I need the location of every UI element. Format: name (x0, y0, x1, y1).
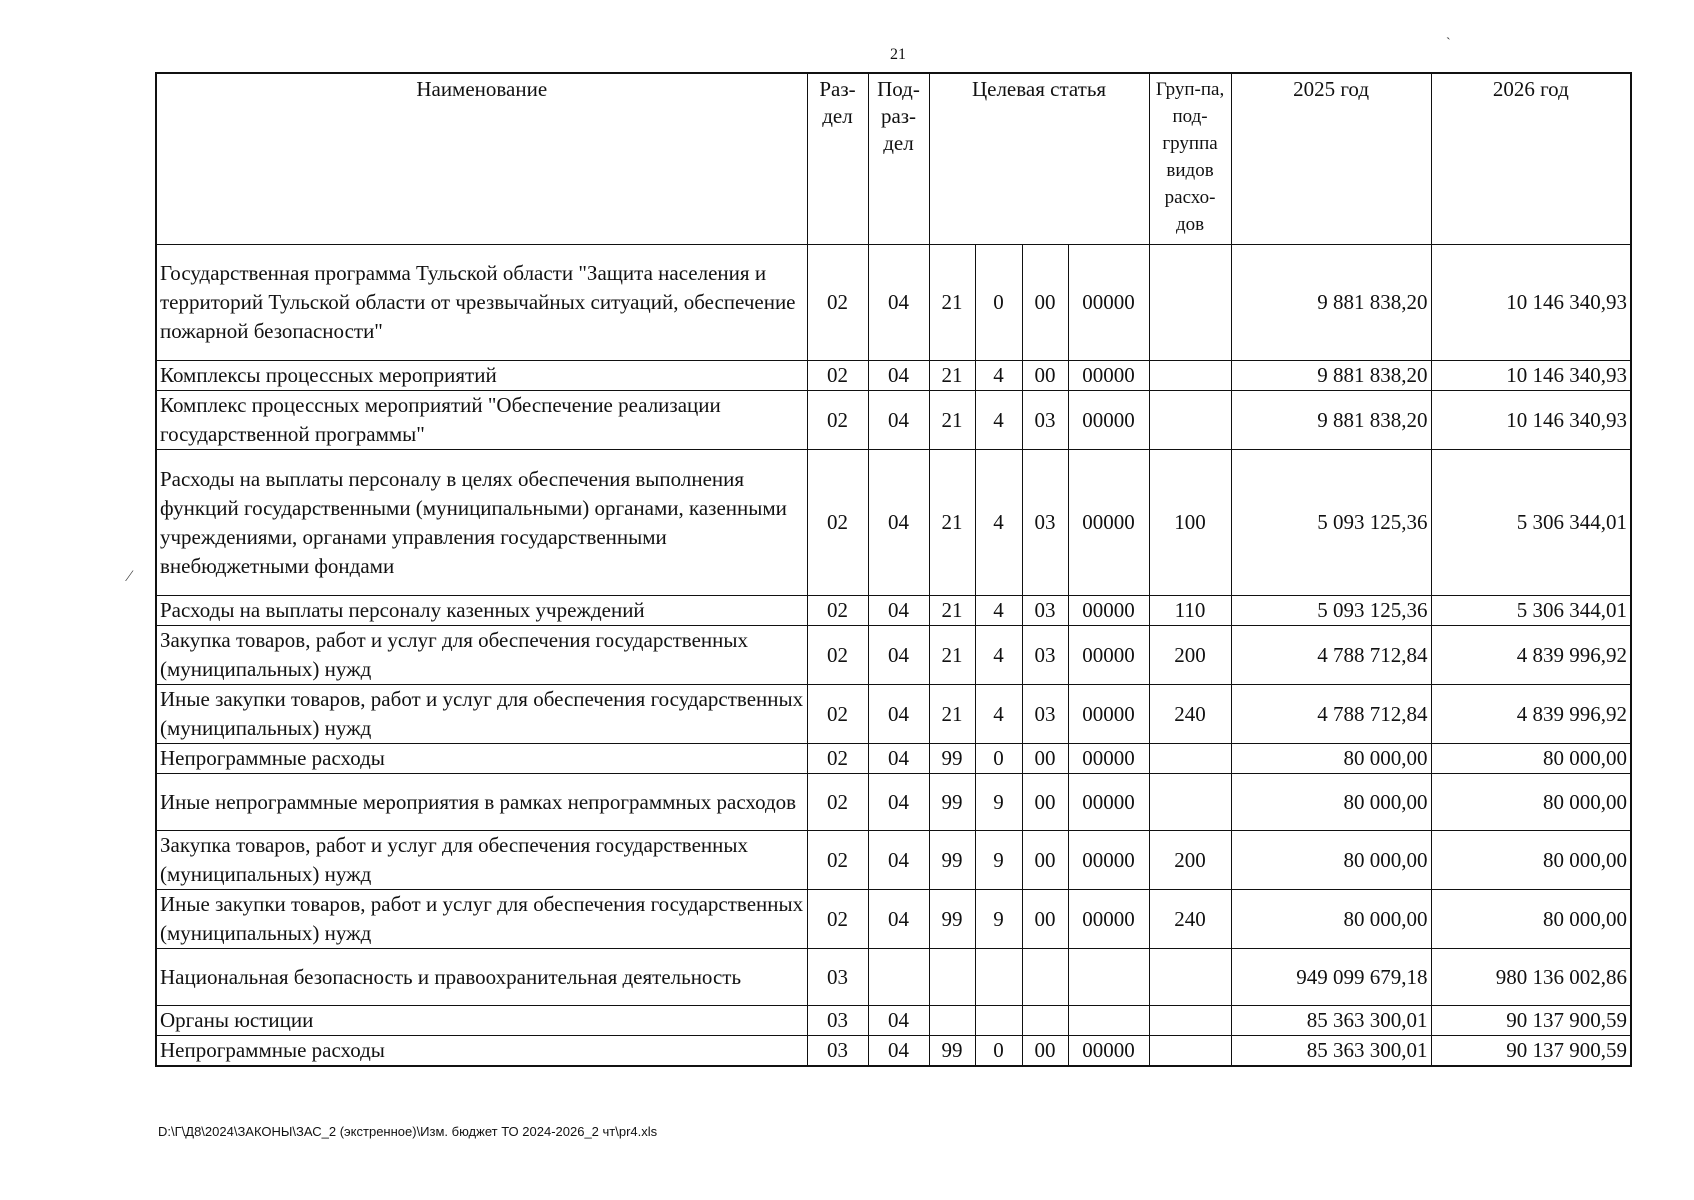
row-name: Закупка товаров, работ и услуг для обеспечения государственных (муниципальных) нужд (156, 626, 807, 685)
row-amount-2025: 80 000,00 (1231, 774, 1431, 831)
row-expense-group: 200 (1149, 831, 1231, 890)
row-amount-2026: 10 146 340,93 (1431, 361, 1631, 391)
row-target-type: 4 (975, 450, 1022, 596)
row-target-complex (1022, 949, 1068, 1006)
row-amount-2026: 980 136 002,86 (1431, 949, 1631, 1006)
table-row (156, 450, 1631, 596)
table-row (156, 774, 1631, 831)
table-row (156, 245, 1631, 361)
row-expense-group (1149, 744, 1231, 774)
row-expense-group (1149, 391, 1231, 450)
row-amount-2025: 80 000,00 (1231, 890, 1431, 949)
row-podrazdel: 04 (868, 1036, 929, 1067)
row-podrazdel: 04 (868, 831, 929, 890)
row-target-program: 21 (929, 626, 975, 685)
row-target-direction: 00000 (1068, 596, 1149, 626)
table-row (156, 949, 1631, 1006)
row-name: Комплекс процессных мероприятий "Обеспечение реализации государственной программы" (156, 391, 807, 450)
row-amount-2025: 949 099 679,18 (1231, 949, 1431, 1006)
row-razdel: 02 (807, 245, 868, 361)
row-target-complex: 03 (1022, 685, 1068, 744)
row-target-complex: 03 (1022, 391, 1068, 450)
stray-mark-left: ⁄ (128, 568, 131, 585)
row-razdel: 02 (807, 774, 868, 831)
header-2026: 2026 год (1431, 73, 1631, 245)
header-podrazdel: Под-раз-дел (868, 73, 929, 245)
row-razdel: 02 (807, 450, 868, 596)
row-target-complex: 03 (1022, 596, 1068, 626)
row-expense-group (1149, 361, 1231, 391)
row-target-type: 4 (975, 685, 1022, 744)
row-razdel: 02 (807, 890, 868, 949)
row-amount-2026: 90 137 900,59 (1431, 1006, 1631, 1036)
row-name: Государственная программа Тульской области "Защита населения и территорий Тульской области от чрезвычайных ситуаций, обеспечение пожарной безопасности" (156, 245, 807, 361)
row-target-program: 21 (929, 596, 975, 626)
row-razdel: 02 (807, 744, 868, 774)
file-path-footer: D:\Г\Д8\2024\ЗАКОНЫ\ЗАС_2 (экстренное)\Изм. бюджет ТО 2024-2026_2 чт\pr4.xls (158, 1124, 658, 1139)
row-razdel: 02 (807, 391, 868, 450)
row-target-program (929, 949, 975, 1006)
row-amount-2026: 80 000,00 (1431, 831, 1631, 890)
row-target-complex: 00 (1022, 361, 1068, 391)
row-target-program: 21 (929, 361, 975, 391)
row-target-direction: 00000 (1068, 774, 1149, 831)
table-row (156, 626, 1631, 685)
row-name: Иные закупки товаров, работ и услуг для обеспечения государственных (муниципальных) нужд (156, 685, 807, 744)
row-target-direction (1068, 1006, 1149, 1036)
row-target-type: 0 (975, 245, 1022, 361)
row-podrazdel (868, 949, 929, 1006)
budget-table (155, 72, 1632, 1067)
row-name: Комплексы процессных мероприятий (156, 361, 807, 391)
row-name: Национальная безопасность и правоохранительная деятельность (156, 949, 807, 1006)
row-amount-2025: 5 093 125,36 (1231, 596, 1431, 626)
row-expense-group (1149, 245, 1231, 361)
table-row (156, 685, 1631, 744)
row-name: Органы юстиции (156, 1006, 807, 1036)
row-expense-group: 200 (1149, 626, 1231, 685)
row-podrazdel: 04 (868, 450, 929, 596)
row-expense-group (1149, 1006, 1231, 1036)
row-target-direction: 00000 (1068, 1036, 1149, 1067)
table-row (156, 391, 1631, 450)
row-target-direction: 00000 (1068, 831, 1149, 890)
row-amount-2026: 10 146 340,93 (1431, 391, 1631, 450)
row-target-direction: 00000 (1068, 744, 1149, 774)
row-target-program: 21 (929, 391, 975, 450)
row-razdel: 02 (807, 831, 868, 890)
row-razdel: 02 (807, 361, 868, 391)
row-target-program: 99 (929, 831, 975, 890)
row-target-program: 99 (929, 890, 975, 949)
row-podrazdel: 04 (868, 361, 929, 391)
header-2025: 2025 год (1231, 73, 1431, 245)
row-name: Непрограммные расходы (156, 744, 807, 774)
row-amount-2026: 5 306 344,01 (1431, 596, 1631, 626)
row-target-complex: 00 (1022, 1036, 1068, 1067)
row-target-type (975, 1006, 1022, 1036)
row-target-complex (1022, 1006, 1068, 1036)
row-razdel: 03 (807, 949, 868, 1006)
row-podrazdel: 04 (868, 596, 929, 626)
row-target-complex: 00 (1022, 744, 1068, 774)
row-amount-2025: 4 788 712,84 (1231, 685, 1431, 744)
row-target-direction: 00000 (1068, 361, 1149, 391)
row-target-type: 9 (975, 774, 1022, 831)
row-podrazdel: 04 (868, 744, 929, 774)
row-target-type: 4 (975, 391, 1022, 450)
row-expense-group: 240 (1149, 685, 1231, 744)
row-name: Закупка товаров, работ и услуг для обеспечения государственных (муниципальных) нужд (156, 831, 807, 890)
table-row (156, 831, 1631, 890)
row-podrazdel: 04 (868, 890, 929, 949)
row-target-direction: 00000 (1068, 391, 1149, 450)
row-target-program: 99 (929, 774, 975, 831)
row-target-complex: 03 (1022, 450, 1068, 596)
row-target-type: 9 (975, 890, 1022, 949)
row-target-type: 0 (975, 1036, 1022, 1067)
table-row (156, 744, 1631, 774)
row-razdel: 02 (807, 626, 868, 685)
row-target-type: 9 (975, 831, 1022, 890)
row-name: Расходы на выплаты персоналу казенных учреждений (156, 596, 807, 626)
row-amount-2026: 80 000,00 (1431, 774, 1631, 831)
row-amount-2026: 90 137 900,59 (1431, 1036, 1631, 1067)
header-expense-group: Груп-па, под-группа видов расхо-дов (1149, 73, 1231, 245)
row-amount-2025: 5 093 125,36 (1231, 450, 1431, 596)
row-expense-group (1149, 949, 1231, 1006)
row-name: Иные непрограммные мероприятия в рамках непрограммных расходов (156, 774, 807, 831)
row-target-direction: 00000 (1068, 685, 1149, 744)
row-name: Непрограммные расходы (156, 1036, 807, 1067)
row-target-type: 4 (975, 596, 1022, 626)
row-amount-2025: 85 363 300,01 (1231, 1006, 1431, 1036)
row-target-program: 21 (929, 685, 975, 744)
table-row (156, 1006, 1631, 1036)
table-row (156, 1036, 1631, 1067)
row-target-program: 21 (929, 450, 975, 596)
row-target-direction: 00000 (1068, 245, 1149, 361)
row-target-type: 4 (975, 361, 1022, 391)
row-amount-2026: 80 000,00 (1431, 890, 1631, 949)
table-row (156, 890, 1631, 949)
row-target-complex: 00 (1022, 831, 1068, 890)
row-expense-group: 100 (1149, 450, 1231, 596)
table-row (156, 361, 1631, 391)
row-amount-2026: 10 146 340,93 (1431, 245, 1631, 361)
row-podrazdel: 04 (868, 774, 929, 831)
row-amount-2026: 4 839 996,92 (1431, 626, 1631, 685)
row-razdel: 02 (807, 685, 868, 744)
header-razdel: Раз-дел (807, 73, 868, 245)
row-razdel: 03 (807, 1006, 868, 1036)
row-name: Иные закупки товаров, работ и услуг для обеспечения государственных (муниципальных) нужд (156, 890, 807, 949)
row-amount-2026: 80 000,00 (1431, 744, 1631, 774)
row-target-complex: 00 (1022, 890, 1068, 949)
row-razdel: 03 (807, 1036, 868, 1067)
row-target-direction: 00000 (1068, 450, 1149, 596)
row-target-direction: 00000 (1068, 626, 1149, 685)
row-amount-2025: 9 881 838,20 (1231, 391, 1431, 450)
row-amount-2026: 5 306 344,01 (1431, 450, 1631, 596)
row-amount-2025: 9 881 838,20 (1231, 245, 1431, 361)
row-target-complex: 03 (1022, 626, 1068, 685)
row-podrazdel: 04 (868, 245, 929, 361)
table-row (156, 596, 1631, 626)
row-razdel: 02 (807, 596, 868, 626)
row-expense-group (1149, 774, 1231, 831)
row-target-direction: 00000 (1068, 890, 1149, 949)
row-target-type: 0 (975, 744, 1022, 774)
row-podrazdel: 04 (868, 685, 929, 744)
row-expense-group (1149, 1036, 1231, 1067)
row-podrazdel: 04 (868, 1006, 929, 1036)
row-expense-group: 110 (1149, 596, 1231, 626)
row-expense-group: 240 (1149, 890, 1231, 949)
row-target-type (975, 949, 1022, 1006)
header-target-article: Целевая статья (929, 73, 1149, 245)
row-target-program: 99 (929, 744, 975, 774)
row-podrazdel: 04 (868, 626, 929, 685)
row-target-program (929, 1006, 975, 1036)
row-podrazdel: 04 (868, 391, 929, 450)
row-amount-2025: 4 788 712,84 (1231, 626, 1431, 685)
row-target-complex: 00 (1022, 774, 1068, 831)
row-target-direction (1068, 949, 1149, 1006)
row-amount-2025: 9 881 838,20 (1231, 361, 1431, 391)
page-number: 21 (890, 46, 906, 63)
row-name: Расходы на выплаты персоналу в целях обеспечения выполнения функций государственными (муниципальными) органами, казенными учреждениями, органами управления государственными внебюджетными фондами (156, 450, 807, 596)
table-body (156, 245, 1631, 1067)
row-target-program: 21 (929, 245, 975, 361)
row-target-program: 99 (929, 1036, 975, 1067)
row-amount-2025: 85 363 300,01 (1231, 1036, 1431, 1067)
header-name: Наименование (156, 73, 807, 245)
row-amount-2026: 4 839 996,92 (1431, 685, 1631, 744)
row-target-type: 4 (975, 626, 1022, 685)
stray-mark-top: ` (1446, 36, 1451, 51)
row-target-complex: 00 (1022, 245, 1068, 361)
row-amount-2025: 80 000,00 (1231, 831, 1431, 890)
row-amount-2025: 80 000,00 (1231, 744, 1431, 774)
